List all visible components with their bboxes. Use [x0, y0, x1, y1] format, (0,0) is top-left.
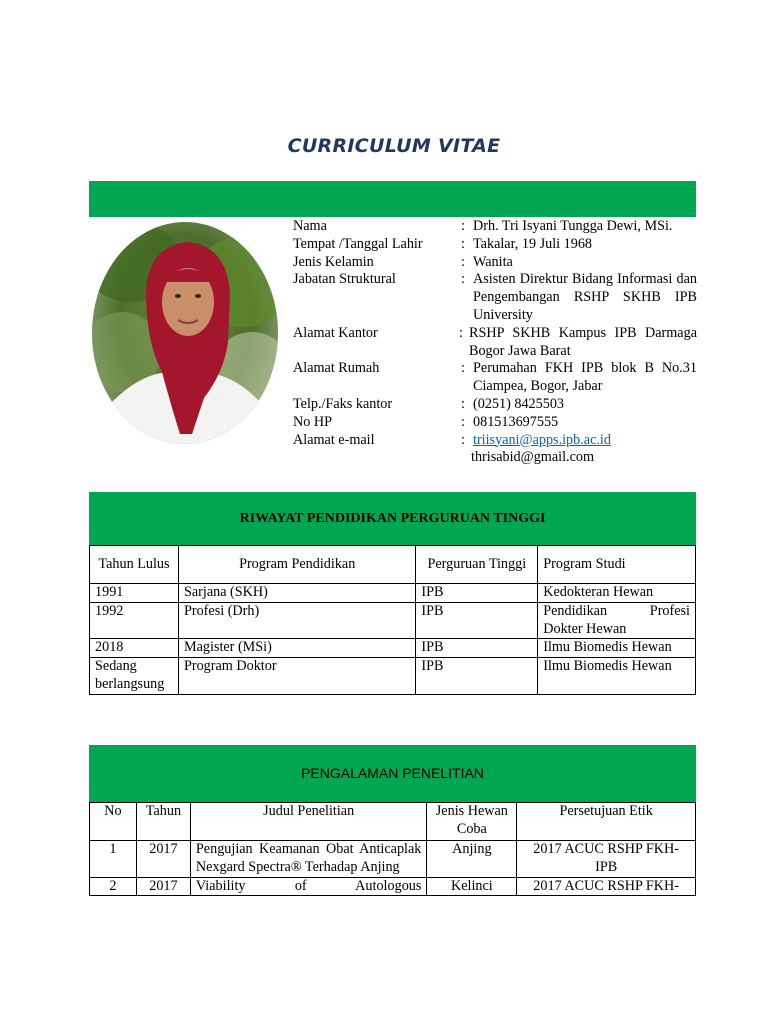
profile-row-email: Alamat e-mail : triisyani@apps.ipb.ac.id thrisabid@gmail.com [293, 431, 611, 466]
table-cell: 2017 [136, 841, 190, 878]
profile-value: Takalar, 19 Juli 1968 [473, 235, 593, 252]
table-row [90, 658, 696, 695]
profile-row-hp: No HP : 081513697555 [293, 414, 703, 432]
table-row [90, 584, 696, 603]
table-cell: Program Doktor [178, 658, 415, 695]
table-cell: 2017 ACUC RSHP FKH- [517, 877, 696, 896]
table-cell: 2 [90, 877, 137, 896]
profile-photo [92, 222, 278, 444]
profile-row-nama: Nama : Drh. Tri Isyani Tungga Dewi, MSi. [293, 218, 703, 236]
research-table [89, 802, 696, 896]
table-cell: Profesi (Drh) [178, 602, 415, 639]
table-cell: Pengujian Keamanan Obat Anticaplak Nexgard Spectra® Terhadap Anjing [190, 841, 427, 878]
table-row [90, 602, 696, 639]
table-header: Persetujuan Etik [517, 803, 696, 841]
table-cell: 1991 [90, 584, 179, 603]
table-header: Jenis Hewan Coba [427, 803, 517, 841]
header-green-bar [89, 181, 696, 217]
table-cell: IPB [416, 639, 538, 658]
email-link[interactable]: triisyani@apps.ipb.ac.id [473, 431, 611, 448]
profile-label: Jabatan Struktural [293, 271, 396, 288]
profile-row-ttl: Tempat /Tanggal Lahir : Takalar, 19 Juli 1968 [293, 236, 703, 254]
table-header: Tahun Lulus [90, 546, 179, 584]
table-header-row [90, 803, 696, 841]
table-cell: 1 [90, 841, 137, 878]
education-table [89, 545, 696, 695]
profile-value: Perumahan FKH IPB blok B No.31 Ciampea, Bogor, Jabar [473, 360, 697, 395]
table-cell: Ilmu Biomedis Hewan [538, 639, 696, 658]
table-header: Judul Penelitian [190, 803, 427, 841]
profile-value: RSHP SKHB Kampus IPB Darmaga Bogor Jawa Barat [469, 324, 697, 359]
table-cell: 1992 [90, 602, 179, 639]
table-cell: IPB [416, 584, 538, 603]
table-cell: Anjing [427, 841, 517, 878]
profile-label: Jenis Kelamin [293, 253, 374, 270]
education-heading: RIWAYAT PENDIDIKAN PERGURUAN TINGGI [89, 492, 696, 545]
profile-row-telp: Telp./Faks kantor : (0251) 8425503 [293, 396, 703, 414]
profile-value: Asisten Direktur Bidang Informasi dan Pengembangan RSHP SKHB IPB University [473, 271, 697, 323]
table-cell: Viability of Autologous [190, 877, 427, 896]
profile-label: Nama [293, 218, 327, 234]
profile-value: (0251) 8425503 [473, 395, 565, 412]
table-cell: IPB [416, 658, 538, 695]
table-cell: Sarjana (SKH) [178, 584, 415, 603]
email-secondary: thrisabid@gmail.com [471, 449, 594, 466]
table-cell: 2017 [136, 877, 190, 896]
profile-label: Telp./Faks kantor [293, 395, 393, 412]
profile-value: 081513697555 [473, 413, 559, 430]
profile-label: No HP [293, 413, 333, 430]
table-cell: 2017 ACUC RSHP FKH-IPB [517, 841, 696, 878]
table-header: Program Studi [538, 546, 696, 584]
profile-info [293, 218, 703, 467]
profile-row-alamat-rumah: Alamat Rumah : Perumahan FKH IPB blok B No.31 Ciampea, Bogor, Jabar [293, 360, 697, 395]
table-cell: Kelinci [427, 877, 517, 896]
table-row [90, 639, 696, 658]
profile-row-jabatan: Jabatan Struktural : Asisten Direktur Bidang Informasi dan Pengembangan RSHP SKHB IPB University [293, 271, 697, 323]
table-row [90, 877, 696, 896]
table-cell: 2018 [90, 639, 179, 658]
page-title: CURRICULUM VITAE [287, 135, 501, 157]
table-cell: Kedokteran Hewan [538, 584, 696, 603]
table-header: Program Pendidikan [178, 546, 415, 584]
profile-label: Alamat Kantor [293, 324, 378, 341]
profile-value: Drh. Tri Isyani Tungga Dewi, MSi. [473, 218, 673, 234]
research-heading: PENGALAMAN PENELITIAN [89, 745, 696, 802]
table-cell: Magister (MSi) [178, 639, 415, 658]
table-cell: IPB [416, 602, 538, 639]
table-row [90, 841, 696, 878]
table-cell: Pendidikan Profesi Dokter Hewan [538, 602, 696, 639]
table-header: Perguruan Tinggi [416, 546, 538, 584]
table-header: No [90, 803, 137, 841]
table-cell: Sedang berlangsung [90, 658, 179, 695]
table-cell: Ilmu Biomedis Hewan [538, 658, 696, 695]
profile-value: Wanita [473, 253, 513, 270]
profile-label: Alamat Rumah [293, 360, 380, 377]
profile-row-alamat-kantor: Alamat Kantor : RSHP SKHB Kampus IPB Darmaga Bogor Jawa Barat [293, 324, 697, 359]
profile-row-gender: Jenis Kelamin : Wanita [293, 254, 703, 272]
profile-label: Tempat /Tanggal Lahir [293, 235, 423, 252]
table-header-row [90, 546, 696, 584]
profile-label: Alamat e-mail [293, 431, 375, 448]
table-header: Tahun [136, 803, 190, 841]
